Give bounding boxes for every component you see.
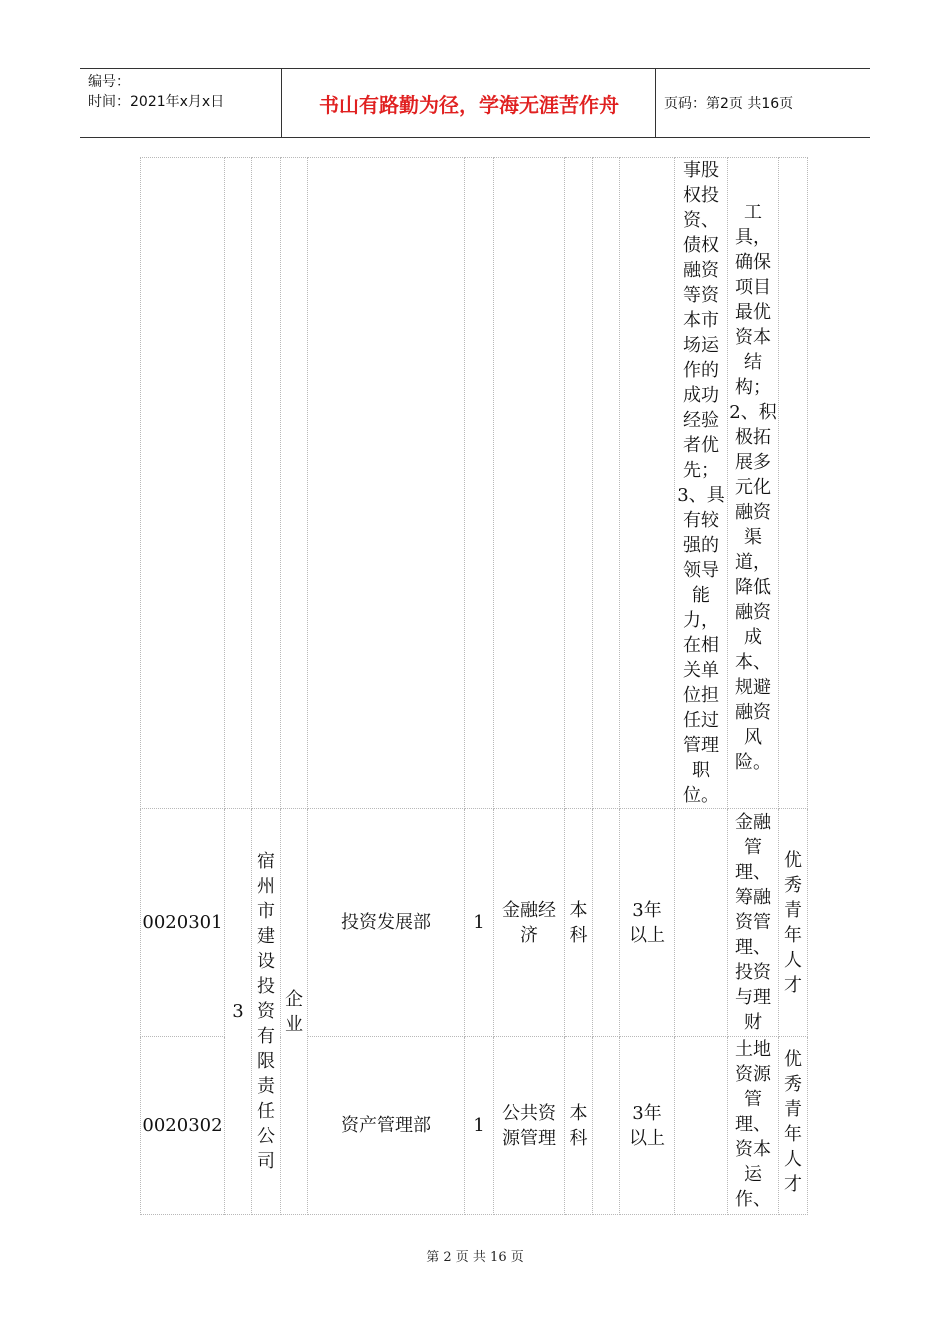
- experience-cell: [620, 809, 675, 1037]
- major-text: 金融经济: [502, 899, 556, 946]
- duties-cell: [728, 158, 779, 809]
- table-cell: [141, 158, 225, 809]
- education-text: 本科: [569, 1102, 588, 1149]
- table-row: [141, 158, 808, 809]
- type-cell: [281, 809, 308, 1215]
- table-cell: [494, 158, 565, 809]
- seq-cell: [225, 809, 252, 1215]
- major-cell: [494, 1037, 565, 1215]
- header-motto: 书山有路勤为径，学海无涯苦作舟: [319, 92, 619, 117]
- requirements-text: 事股权投资、债权融资等资本市场运作的成功经验者优先；3、具有较强的领导能力，在相关单位担任过管理职位。: [677, 160, 725, 806]
- education-cell: [565, 809, 593, 1037]
- table-cell: [593, 158, 620, 809]
- page-info: 页码：第2页 共16页: [664, 96, 794, 112]
- number-label: 编号：: [88, 74, 130, 90]
- hire-count: 1: [465, 809, 494, 1037]
- notes-text: 优秀青年人才: [784, 849, 802, 996]
- education-text: 本科: [569, 899, 588, 946]
- position-code: 0020302: [141, 1037, 225, 1215]
- duties-text: 工具，确保项目最优资本结构；2、积极拓展多元化融资渠道，降低融资成本、规避融资风险。: [729, 202, 777, 773]
- seq-number: 3: [232, 1001, 244, 1022]
- duties-cell: [728, 1037, 779, 1215]
- duties-text: 金融管理、筹融资管理、投资与理财: [735, 812, 771, 1033]
- experience-cell: [620, 1037, 675, 1215]
- table-cell: [675, 809, 728, 1037]
- notes-cell: [779, 1037, 808, 1215]
- notes-cell: [779, 809, 808, 1037]
- page-header: [80, 68, 870, 138]
- table-cell: [779, 158, 808, 809]
- hire-count: 1: [465, 1037, 494, 1215]
- header-divider: [281, 69, 282, 137]
- table-cell: [620, 158, 675, 809]
- duties-cell: [728, 809, 779, 1037]
- department-name: 投资发展部: [308, 809, 465, 1037]
- company-cell: [252, 809, 281, 1215]
- requirements-cell: [675, 158, 728, 809]
- position-code: 0020301: [141, 809, 225, 1037]
- table-cell: [252, 158, 281, 809]
- experience-text: 3年以上: [629, 899, 665, 946]
- table-row: [141, 809, 808, 1037]
- table-cell: [675, 1037, 728, 1215]
- header-meta: [88, 72, 224, 112]
- table-cell: [225, 158, 252, 809]
- table-cell: [465, 158, 494, 809]
- experience-text: 3年以上: [629, 1102, 665, 1149]
- department-name: 资产管理部: [308, 1037, 465, 1215]
- table-cell: [308, 158, 465, 809]
- table-cell: [593, 1037, 620, 1215]
- notes-text: 优秀青年人才: [784, 1049, 802, 1195]
- education-cell: [565, 1037, 593, 1215]
- table-cell: [281, 158, 308, 809]
- table-cell: [593, 809, 620, 1037]
- time-label: 时间：2021年x月x日: [88, 94, 225, 110]
- duties-text: 土地资源管理、资本运作、: [735, 1039, 771, 1210]
- page-footer: 第 2 页 共 16 页: [426, 1250, 524, 1265]
- recruitment-table: [140, 157, 808, 1215]
- table-cell: [565, 158, 593, 809]
- header-divider: [655, 69, 656, 137]
- company-name: 宿州市建设投资有限责任公司: [257, 851, 275, 1172]
- company-type: 企业: [285, 988, 303, 1035]
- major-cell: [494, 809, 565, 1037]
- major-text: 公共资源管理: [502, 1102, 556, 1149]
